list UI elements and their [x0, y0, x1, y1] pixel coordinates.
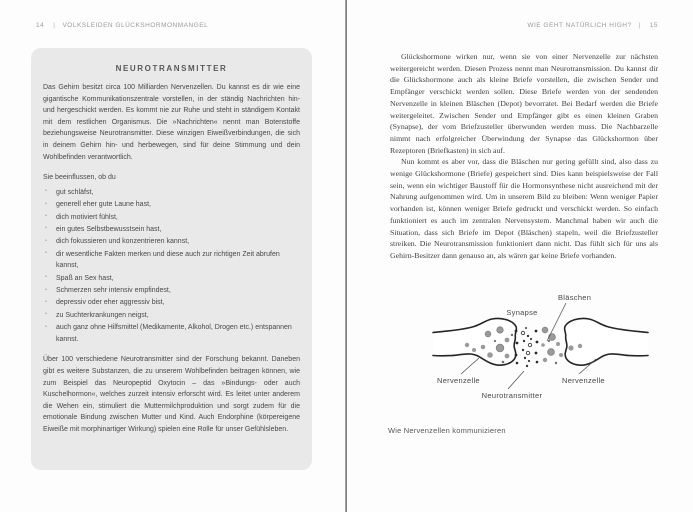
bullet-item	[43, 199, 300, 211]
diagram-label-nerve-cell-left: Nervenzelle	[437, 376, 480, 385]
bullet-item	[43, 224, 300, 236]
paragraph: Nun kommt es aber vor, dass die Bläschen nur gering gefüllt sind, also dass zu wenige Glückshormone (Briefe) gespeichert sind. Dies kann beispielsweise der Fall sein, wenn ein wichtiger Baustoff für die Hormonsynthese nicht ausreichend mit der Nahrung aufgenommen wird. Um in unserem Bild zu bleiben: Wenn weniger Papier vorhanden ist, können weniger Briefe gedruckt und verschickt werden. So einfach funktioniert es auch im zentralen Nervensystem. Manchmal haben wir auch die Situation, dass sich Briefe im Depot (Bläschen) stapeln, weil die Briefzusteller streiken. Die Neurotransmission funktioniert dann nicht. Das fühlt sich für uns als Gehirn-Besitzer dann genauso an, als wären gar keine Briefe vorhanden.	[390, 157, 658, 260]
figure-caption: Wie Nervenzellen kommunizieren	[388, 426, 506, 435]
page-header-right	[527, 22, 658, 29]
bullet-list-intro: Sie beeinflussen, ob du	[43, 174, 116, 182]
header-separator: |	[53, 22, 56, 29]
bullet-text: dich motiviert fühlst,	[56, 213, 118, 221]
synapse-diagram	[395, 288, 667, 410]
diagram-label-vesicle: Bläschen	[558, 293, 592, 302]
body-text-column	[390, 51, 658, 262]
bullet-icon: ▪	[45, 250, 47, 257]
bullet-text: generell eher gute Laune hast,	[56, 201, 151, 209]
bullet-text: auch ganz ohne Hilfsmittel (Medikamente, Alkohol, Drogen etc.) entspannen kannst.	[56, 324, 292, 343]
nerve-cell-left-shape	[433, 318, 516, 365]
page-number-right: 15	[649, 22, 658, 29]
paragraph: Glückshormone wirken nur, wenn sie von einer Nervenzelle zur nächsten weitergereicht werden. Diesen Prozess nennt man Neurotransmission. Du kannst dir die Glückshormone auch als kleine Briefe vorstellen, die zwischen Sender und Empfänger verschickt werden sollen. Diese Briefe werden von der sendenden Nervenzelle in kleinen Bläschen (Depot) bevorratet. Bei Bedarf werden die Briefe weitergeleitet. Zwischen Sender und Empfänger gibt es einen kleinen Graben (Synapse), der vom Briefzusteller überwunden werden muss. Die Nachbarzelle nimmt nach erfolgreicher Überwindung der Synapse das Glückshormon über Rezeptoren (Briefkasten) in sich auf.	[390, 52, 658, 155]
bullet-icon: ▪	[45, 274, 47, 281]
bullet-text: Spaß an Sex hast,	[56, 274, 114, 282]
page-header-left	[36, 22, 208, 29]
bullet-text: depressiv oder eher aggressiv bist,	[56, 299, 165, 307]
bullet-text: zu Suchterkrankungen neigst,	[56, 311, 149, 319]
bullet-icon: ▪	[45, 237, 47, 244]
page-gutter-divider	[345, 0, 347, 512]
effects-bullet-list	[43, 187, 300, 346]
bullet-icon: ▪	[45, 225, 47, 232]
nerve-cell-right-shape	[565, 318, 648, 365]
bullet-icon: ▪	[45, 298, 47, 305]
bullet-text: ein gutes Selbstbewusstsein hast,	[56, 225, 162, 233]
bullet-item	[43, 187, 300, 199]
bullet-item	[43, 285, 300, 297]
bullet-text: gut schläfst,	[56, 188, 94, 196]
header-separator: |	[638, 22, 641, 29]
diagram-label-nerve-cell-right: Nervenzelle	[562, 376, 605, 385]
infobox-intro-paragraph: Das Gehirn besitzt circa 100 Milliarden Nervenzellen. Du kannst es dir wie eine gigantische Kommunikationszentrale vorstellen, in der ständig Nachrichten hin- und hergeschickt werden. Es kommt nie zur Ruhe und steht in ständigem Kontakt mit dem restlichen Organismus. Die »Nachrichten« nennt man Botenstoffe beziehungsweise Neurotransmitter. Diese winzigen Eiweißverbindungen, die sich in deinem Gehirn hin- und herbewegen, sind für deine Stimmung und dein Wohlbefinden verantwortlich.	[43, 84, 300, 161]
bullet-item	[43, 249, 300, 272]
receptor-dots	[515, 330, 539, 365]
bullet-icon: ▪	[45, 213, 47, 220]
bullet-text: dich fokussieren und konzentrieren kannst,	[56, 238, 190, 246]
bullet-item	[43, 273, 300, 285]
bullet-text: Schmerzen sehr intensiv empfindest,	[56, 287, 171, 295]
bullet-icon: ▪	[45, 323, 47, 330]
diagram-label-synapse: Synapse	[506, 308, 538, 317]
page-number-left: 14	[36, 22, 45, 29]
bullet-item	[43, 297, 300, 309]
bullet-icon: ▪	[45, 311, 47, 318]
header-title-right: WIE GEHT NATÜRLICH HIGH?	[527, 22, 632, 29]
bullet-icon: ▪	[45, 188, 47, 195]
bullet-text: dir wesentliche Fakten merken und diese auch zur richtigen Zeit abrufen kannst,	[56, 250, 280, 270]
neurotransmitter-infobox	[31, 48, 312, 470]
bullet-item	[43, 322, 300, 345]
bullet-item	[43, 236, 300, 248]
infobox-title: NEUROTRANSMITTER	[115, 64, 228, 73]
diagram-label-neurotransmitter: Neurotransmitter	[481, 391, 543, 400]
header-title-left: VOLKSLEIDEN GLÜCKSHORMONMANGEL	[62, 22, 209, 29]
bullet-item	[43, 310, 300, 322]
bullet-icon: ▪	[45, 286, 47, 293]
bullet-icon: ▪	[45, 200, 47, 207]
bullet-item	[43, 212, 300, 224]
infobox-closing-paragraph: Über 100 verschiedene Neurotransmitter sind der Forschung bekannt. Daneben gibt es weitere Substanzen, die zu unserem Wohlbefinden beitragen können, wie zum Beispiel das Neuropeptid Oxytocin – das »Bindungs- oder auch Kuschelhormon«, welches zurzeit intensiv erforscht wird. Es leitet unter anderem die Wehen ein, stimuliert die Muttermilchproduktion und sorgt zudem für die emotionale Bindung zwischen Mutter und Kind. Auch Endorphine (körpereigene Eiweiße mit morphinartiger Wirkung) spielen eine Rolle für unser Gefühlsleben.	[43, 356, 300, 433]
neurotransmitter-dots	[521, 327, 532, 367]
